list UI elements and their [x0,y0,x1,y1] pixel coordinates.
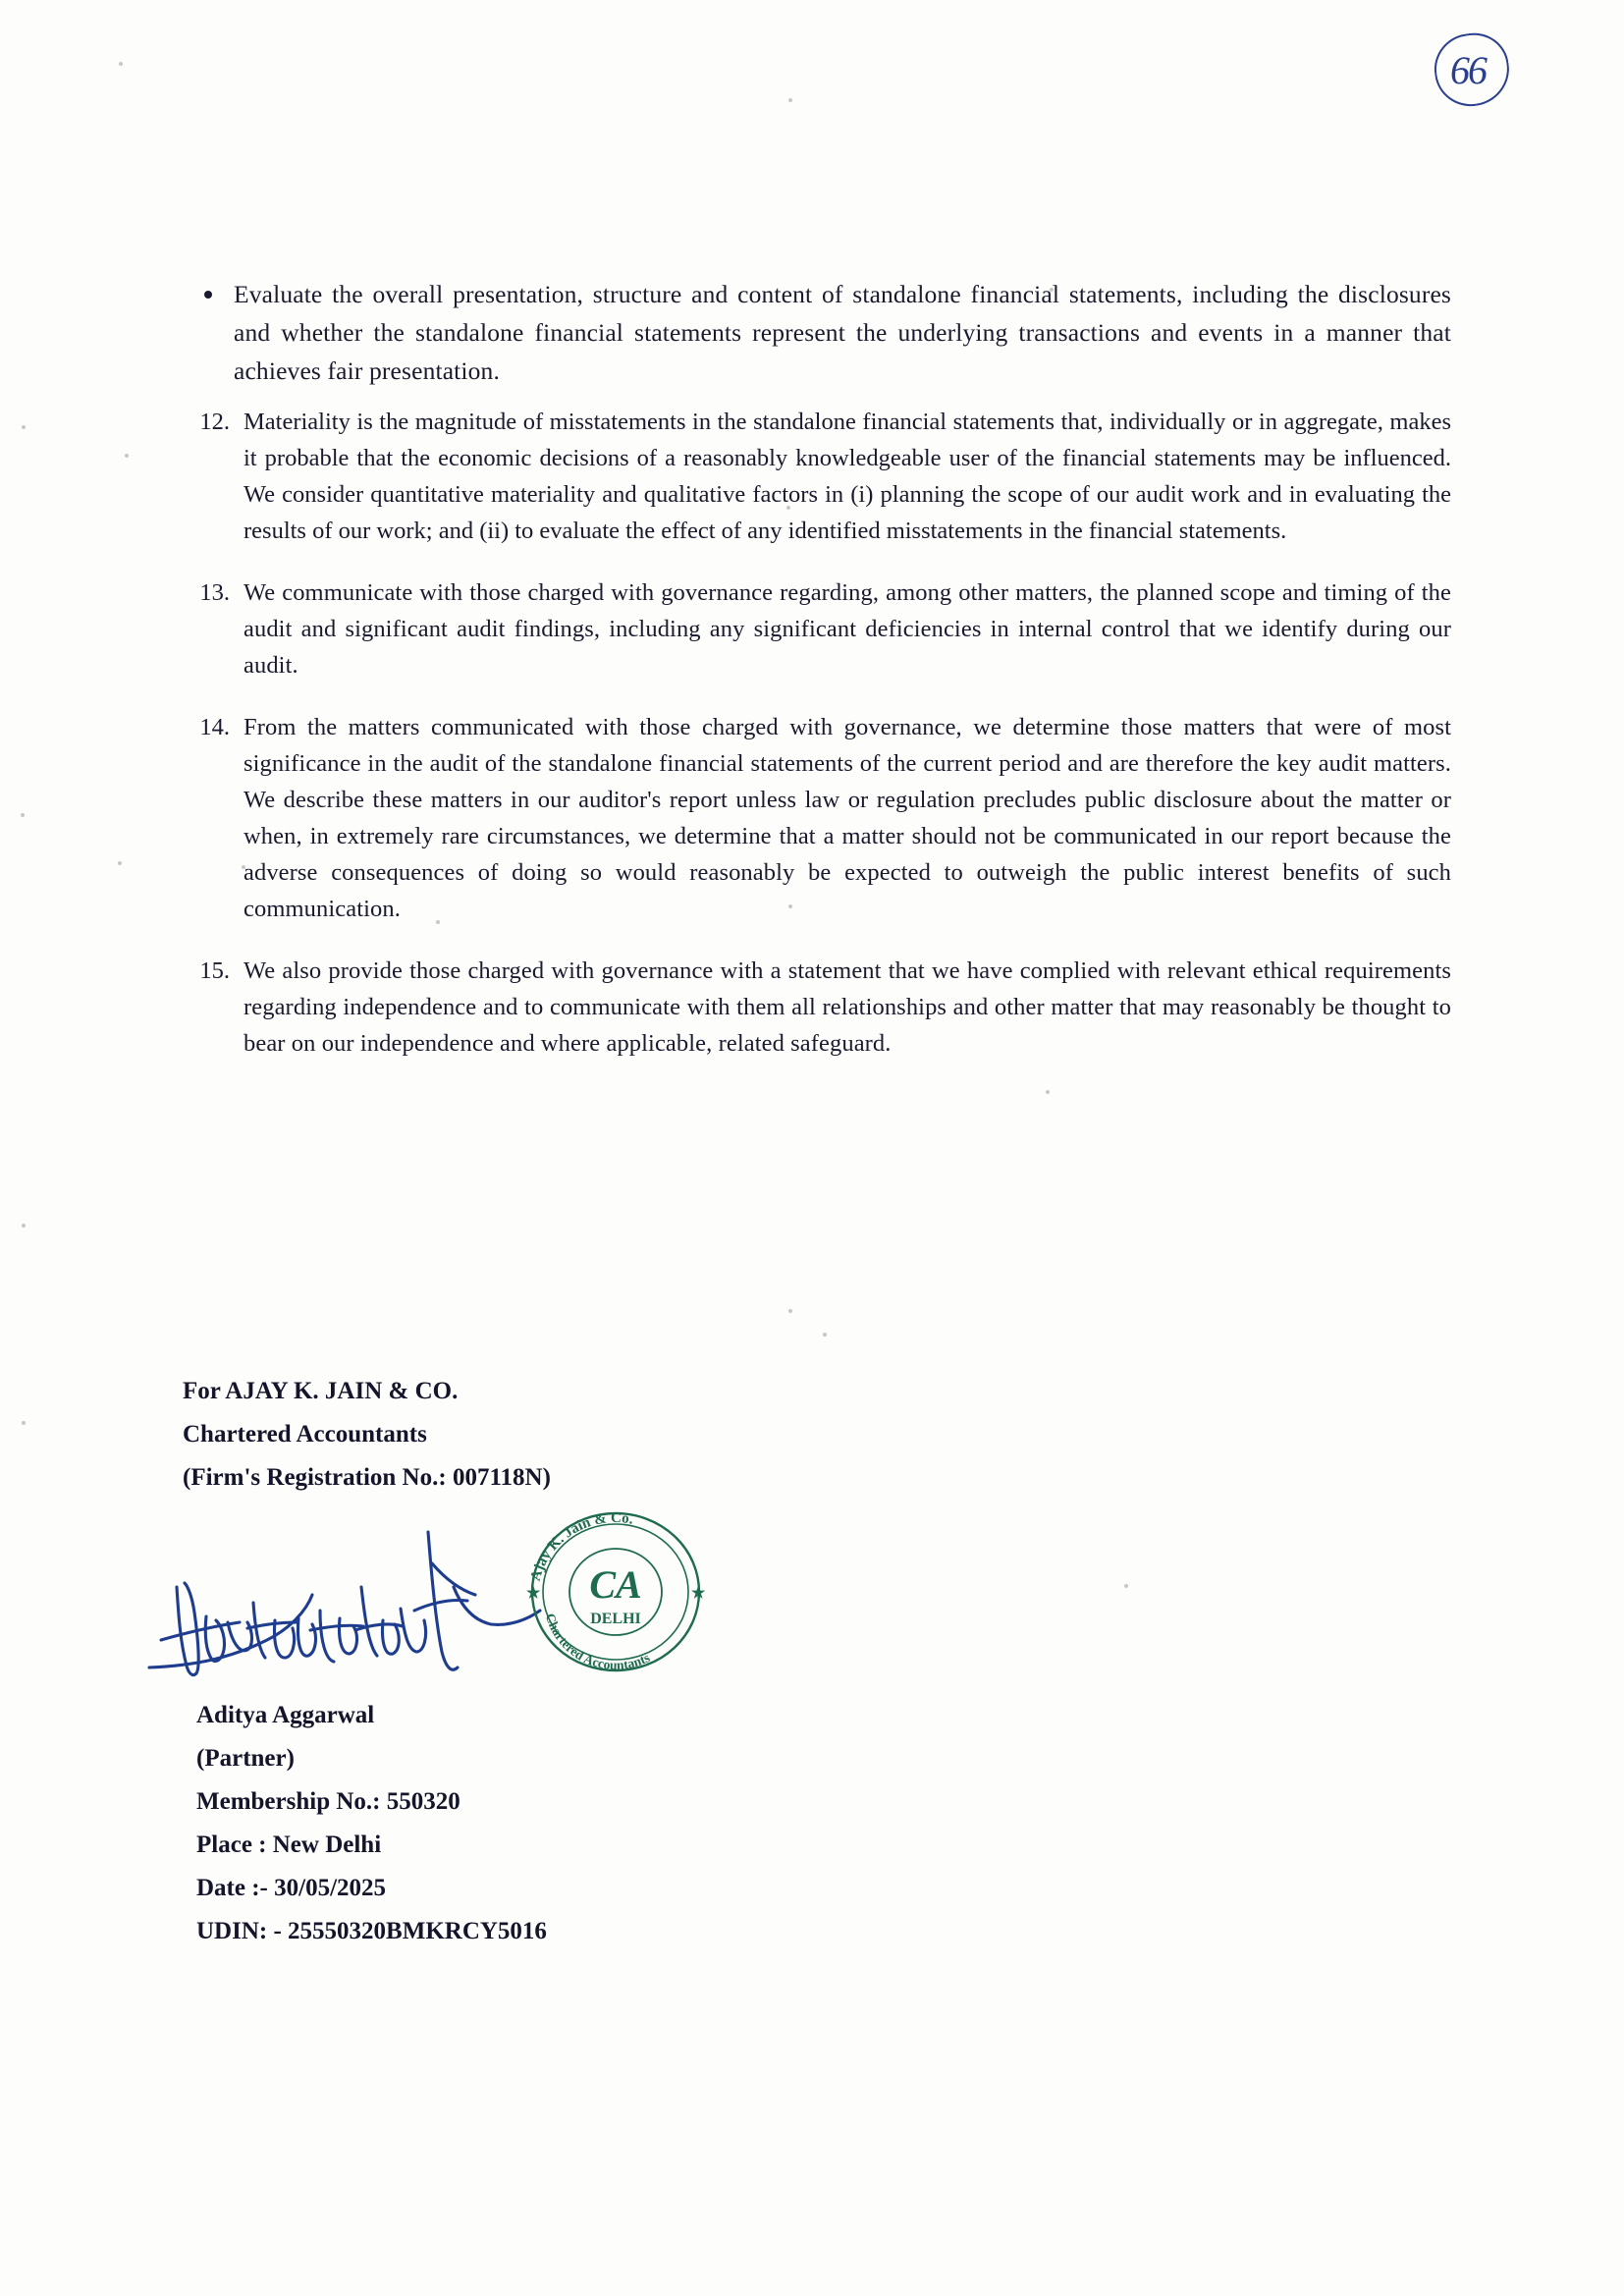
paragraph-text: We also provide those charged with governance with a statement that we have complied with relevant ethical requirements regarding independence and to communicate with them all relationships and other matter that may reasonably be thought to bear on our independence and where applicable, related safeguard. [244,957,1451,1057]
firm-designation: Chartered Accountants [183,1421,427,1448]
stamp-ca-monogram: CA [589,1562,642,1607]
scan-speck [21,813,25,817]
handwritten-page-number [1429,27,1517,116]
stamp-star-left-icon: ★ [526,1585,541,1602]
stamp-top-text: Ajay K. Jain & Co. [527,1510,635,1583]
numbered-paragraph-15 [183,953,1451,1062]
scan-speck [1124,1584,1128,1588]
handwritten-signature [137,1493,569,1689]
bullet-dot-icon [204,291,212,299]
signing-date: Date :- 30/05/2025 [196,1875,387,1901]
numbered-paragraph-14 [183,709,1451,927]
scan-speck [22,1224,26,1228]
scan-speck [22,1421,26,1425]
signatory-name: Aditya Aggarwal [196,1702,375,1728]
scan-speck [1046,1090,1050,1094]
paragraph-number: 13. [199,579,230,606]
scan-speck [119,62,123,66]
paragraph-number: 15. [199,957,230,984]
firm-name: For AJAY K. JAIN & CO. [183,1378,459,1404]
paragraph-number: 14. [199,714,230,740]
bullet-list [183,275,1451,390]
scan-speck [788,98,792,102]
scan-speck [823,1333,827,1337]
scan-speck [22,425,26,429]
stamp-city-text: DELHI [590,1611,641,1627]
bullet-item [183,275,1451,390]
paragraph-number: 12. [199,409,230,435]
paragraph-text: We communicate with those charged with governance regarding, among other matters, the planned scope and timing of the audit and significant audit findings, including any significant deficiencies in internal control that we identify during our audit. [244,579,1451,679]
scan-speck [788,1309,792,1313]
document-body [183,275,1451,1087]
paragraph-text: Materiality is the magnitude of misstatements in the standalone financial statements that, individually or in aggregate, makes it probable that the economic decisions of a reasonably knowledgeable user of the financial statements may be influenced. We consider quantitative materiality and qualitative factors in (i) planning the scope of our audit work and in evaluating the results of our work; and (ii) to evaluate the effect of any identified misstatements in the financial statements. [244,409,1451,544]
signatory-details-block [183,1694,943,1953]
firm-registration-number: (Firm's Registration No.: 007118N) [183,1464,551,1491]
signing-place: Place : New Delhi [196,1831,382,1858]
stamp-bottom-text: Chartered Accountants [542,1612,653,1673]
scan-speck [118,861,122,865]
page-number-value: 66 [1450,48,1486,92]
scan-speck [125,454,129,458]
numbered-paragraph-12 [183,404,1451,549]
bullet-item-text: Evaluate the overall presentation, structure and content of standalone financial statements, including the disclosures and whether the standalone financial statements represent the underlying transactions and events in a manner that achieves fair presentation. [234,280,1451,385]
paragraph-text: From the matters communicated with those charged with governance, we determine those matters that were of most significance in the audit of the standalone financial statements of the current period and are therefore the key audit matters. We describe these matters in our auditor's report unless law or regulation precludes public disclosure about the matter or when, in extremely rare circumstances, we determine that a matter should not be communicated in our report because the adverse consequences of doing so would reasonably be expected to outweigh the public interest benefits of such communication. [244,714,1451,922]
firm-signature-block [183,1370,929,1500]
udin-value: UDIN: - 25550320BMKRCY5016 [196,1918,547,1944]
ca-firm-round-stamp [511,1498,722,1684]
signatory-membership-number: Membership No.: 550320 [196,1788,460,1815]
signatory-role: (Partner) [196,1745,295,1772]
numbered-paragraph-13 [183,574,1451,683]
stamp-star-right-icon: ★ [691,1585,706,1602]
